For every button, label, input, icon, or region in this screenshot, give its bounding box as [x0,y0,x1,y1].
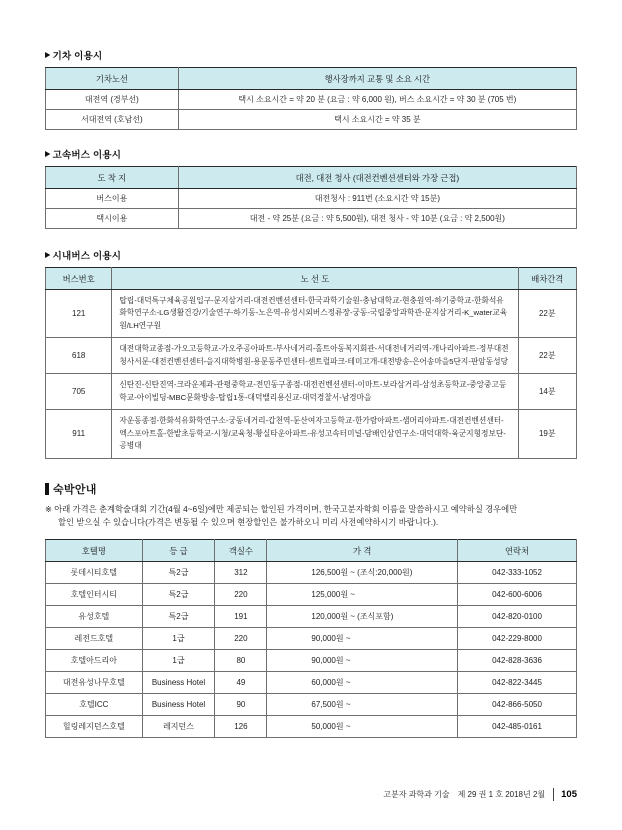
hotel-table [45,539,577,738]
hotel-rooms-cell: 220 [215,584,267,606]
title-bar-icon [45,483,49,495]
section-title-express-bus-label: 고속버스 이용시 [52,150,122,161]
train-table-header-row [46,68,577,90]
hotel-grade-cell: 특2급 [142,584,215,606]
express-bus-header-row [46,167,577,189]
section-title-city-bus-label: 시내버스 이용시 [52,251,122,262]
express-header-value: 대전, 대전 청사 (대전컨벤션센터와 가장 근접) [178,167,576,189]
train-info-cell: 택시 소요시간 = 약 20 분 (요금 : 약 6,000 원), 버스 소요시간 = 약 30 분 (705 번) [178,90,576,110]
hotel-grade-cell: 1급 [142,650,215,672]
hotel-rooms-cell: 90 [215,694,267,716]
section-title-lodging-label: 숙박안내 [53,483,97,496]
hotel-grade-cell: 레지던스 [142,716,215,738]
city-bus-table [45,267,577,459]
table-row [46,290,577,338]
hotel-phone-cell: 042-485-0161 [458,716,577,738]
express-bus-table [45,166,577,229]
express-info-cell: 대전 - 약 25분 (요금 : 약 5,500원), 대전 청사 - 약 10분 (요금 : 약 2,500원) [178,209,576,229]
hotel-price-cell: 60,000원 ~ [267,672,458,694]
hotel-grade-cell: Business Hotel [142,694,215,716]
train-info-cell: 택시 소요시간 = 약 35 분 [178,110,576,130]
express-header-destination: 도 착 지 [46,167,179,189]
bus-number-cell: 705 [46,374,112,410]
train-station-cell: 대전역 (경부선) [46,90,179,110]
hotel-header-price: 가 격 [267,540,458,562]
section-title-city-bus [45,248,577,262]
express-info-cell: 대전청사 : 911번 (소요시간 약 15분) [178,189,576,209]
table-row [46,338,577,374]
hotel-rooms-cell: 126 [215,716,267,738]
hotel-name-cell: 힐링레지던스호텔 [46,716,143,738]
triangle-marker-icon: ▶ [45,51,51,60]
hotel-header-name: 호텔명 [46,540,143,562]
hotel-price-cell: 50,000원 ~ [267,716,458,738]
hotel-name-cell: 호텔아드리아 [46,650,143,672]
hotel-rooms-cell: 220 [215,628,267,650]
issue-info: 제 29 권 1 호 2018년 2월 [457,790,546,799]
table-row [46,209,577,229]
hotel-phone-cell: 042-600-6006 [458,584,577,606]
table-row [46,694,577,716]
table-row [46,374,577,410]
triangle-marker-icon: ▶ [45,150,51,159]
hotel-phone-cell: 042-229-8000 [458,628,577,650]
hotel-price-cell: 90,000원 ~ [267,650,458,672]
hotel-name-cell: 호텔인터시티 [46,584,143,606]
bus-interval-cell: 19분 [518,410,576,458]
hotel-table-header-row [46,540,577,562]
hotel-header-grade: 등 급 [142,540,215,562]
table-row [46,90,577,110]
hotel-grade-cell: 특2급 [142,562,215,584]
hotel-price-cell: 126,500원 ~ (조식:20,000원) [267,562,458,584]
hotel-price-cell: 90,000원 ~ [267,628,458,650]
lodging-note-line2: 할인 받으실 수 있습니다(가격은 변동될 수 있으며 현장할인은 불가하오니 미리 사전예약하시기 바랍니다.). [58,516,439,527]
bus-header-number: 버스번호 [46,268,112,290]
bus-interval-cell: 22분 [518,338,576,374]
bus-route-cell: 대전대학교종점-가오고등학교-가오주공아파트-부사네거리-홀트아동복지회관-서대전네거리역-개나리아파트-정부대전청사서문-대전컨벤션센터-을지대학병원-용문동주민센터-센트럴파크-테미고개-대전방송-은어송마을5단지-판암동성당 [112,338,518,374]
train-header-transit: 행사장까지 교통 및 소요 시간 [178,68,576,90]
hotel-name-cell: 레전드호텔 [46,628,143,650]
express-mode-cell: 택시이용 [46,209,179,229]
table-row [46,410,577,458]
hotel-name-cell: 대전유성나무호텔 [46,672,143,694]
hotel-header-rooms: 객실수 [215,540,267,562]
train-header-line: 기차노선 [46,68,179,90]
hotel-name-cell: 유성호텔 [46,606,143,628]
hotel-phone-cell: 042-866-5050 [458,694,577,716]
hotel-grade-cell: 1급 [142,628,215,650]
bus-number-cell: 121 [46,290,112,338]
section-title-lodging [45,481,577,497]
hotel-phone-cell: 042-820-0100 [458,606,577,628]
hotel-rooms-cell: 80 [215,650,267,672]
section-title-train-label: 기차 이용시 [52,51,103,62]
triangle-marker-icon: ▶ [45,251,51,260]
footer-divider [553,788,554,801]
bus-interval-cell: 22분 [518,290,576,338]
hotel-header-phone: 연락처 [458,540,577,562]
bus-route-cell: 자운동종점-한화석유화학연구소-궁동네거리-갑천역-둔산여자고등학교-한가람아파트-샘머리아파트-대전컨벤션센터-엑스포아트홀-한밭초등학교-시청/교육청-황실타운아파트-유성고속터미널-담배인삼연구소-대덕대학-육군지형정보단-공병대 [112,410,518,458]
hotel-phone-cell: 042-828-3636 [458,650,577,672]
section-title-express-bus [45,147,577,161]
hotel-rooms-cell: 191 [215,606,267,628]
page-number: 105 [561,789,577,800]
hotel-phone-cell: 042-822-3445 [458,672,577,694]
city-bus-header-row [46,268,577,290]
table-row [46,628,577,650]
hotel-phone-cell: 042-333-1052 [458,562,577,584]
table-row [46,606,577,628]
hotel-price-cell: 125,000원 ~ [267,584,458,606]
section-title-train [45,48,577,62]
bus-number-cell: 911 [46,410,112,458]
hotel-grade-cell: 특2급 [142,606,215,628]
bus-route-cell: 탑립-대덕특구체육공원입구-문지삼거리-대전컨벤션센터-한국과학기술원-충남대학교-현충원역-하기중학교-한화석유화학연구소-LG생활건강/기술연구-하기동-노은역-유성시외버스정류장-궁동-국립중앙과학관-문지삼거리-K_water교육원/LH연구원 [112,290,518,338]
hotel-price-cell: 120,000원 ~ (조식포함) [267,606,458,628]
hotel-name-cell: 호텔ICC [46,694,143,716]
bus-interval-cell: 14분 [518,374,576,410]
table-row [46,584,577,606]
hotel-name-cell: 롯데시티호텔 [46,562,143,584]
train-table [45,67,577,130]
table-row [46,110,577,130]
bus-header-route: 노 선 도 [112,268,518,290]
table-row [46,716,577,738]
hotel-grade-cell: Business Hotel [142,672,215,694]
bus-number-cell: 618 [46,338,112,374]
hotel-price-cell: 67,500원 ~ [267,694,458,716]
bus-header-interval: 배차간격 [518,268,576,290]
lodging-note [45,503,577,529]
train-station-cell: 서대전역 (호남선) [46,110,179,130]
table-row [46,189,577,209]
journal-title: 고분자 과학과 기술 [383,790,450,799]
table-row [46,650,577,672]
table-row [46,672,577,694]
table-row [46,562,577,584]
express-mode-cell: 버스이용 [46,189,179,209]
lodging-note-line1: ※ 아래 가격은 춘계학술대회 기간(4월 4~6일)에만 제공되는 할인된 가격이며, 한국고분자학회 이름을 말씀하시고 예약하실 경우에만 [45,503,518,514]
page-footer [383,788,577,801]
hotel-rooms-cell: 312 [215,562,267,584]
bus-route-cell: 신탄진-신탄진역-크라운제과-관평중학교-전민동구종점-대전컨벤션센터-이마트-보라삼거리-삼성초등학교-중앙중고등학교-아이빌딩-MBC문화방송-탑립1통-대덕밸리용신교-대덕경찰서-남경마을 [112,374,518,410]
hotel-rooms-cell: 49 [215,672,267,694]
